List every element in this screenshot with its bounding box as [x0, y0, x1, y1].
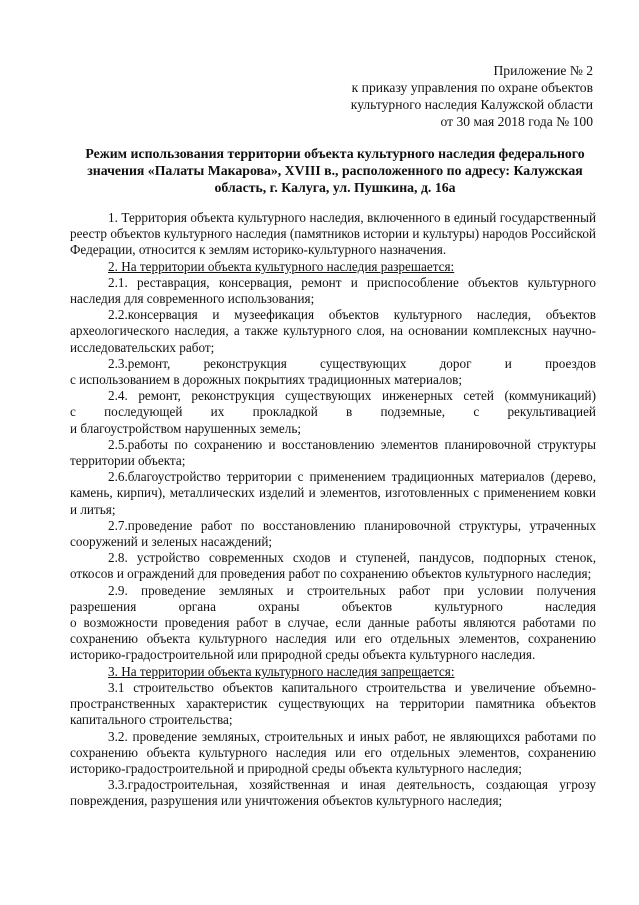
appendix-line-1: Приложение № 2 — [493, 63, 593, 78]
item-2-4-line-1: 2.4. ремонт, реконструкция существующих инженерных сетей (коммуникаций) — [108, 388, 596, 404]
appendix-line-2: к приказу управления по охране объектов — [351, 80, 593, 95]
item-2-3-line-2: с использованием в дорожных покрытиях традиционных материалов; — [70, 372, 463, 388]
item-2-9-line-1: 2.9. проведение земляных и строительных работ при условии получения — [108, 582, 596, 598]
item-2-6: 2.6.благоустройство территории с применением традиционных материалов (дерево, камень, кирпич), металлических изделий и элементов, изготовленных с применением ковки и литья; — [70, 469, 596, 517]
appendix-line-3: культурного наследия Калужской области — [350, 97, 593, 112]
item-2-5: 2.5.работы по сохранению и восстановлению элементов планировочной структуры территории объекта; — [70, 436, 596, 469]
appendix-header — [273, 62, 593, 130]
item-2-4-line-3: и благоустройством нарушенных земель; — [70, 420, 302, 436]
section-3-heading — [70, 664, 596, 680]
section-3-heading-text: 3. На территории объекта культурного наследия запрещается: — [108, 663, 455, 679]
appendix-line-4: от 30 мая 2018 года № 100 — [440, 114, 593, 129]
item-2-9-line-3: о возможности проведения работ в случае, если данные работы являются работами по сохранению объекта культурного наследия или его отдельных элементов, сохранению историко-градостроительной или природной среды объекта культурного наследия. — [70, 615, 596, 663]
title-line-3: область, г. Калуга, ул. Пушкина, д. 16а — [214, 180, 456, 196]
item-2-4-line-2: с последующей их прокладкой в подземные, с рекультивацией — [70, 404, 596, 420]
item-2-8: 2.8. устройство современных сходов и ступеней, пандусов, подпорных стенок, откосов и ограждений для проведения работ по сохранению объектов культурного наследия; — [70, 550, 596, 582]
item-3-1: 3.1 строительство объектов капитального строительства и увеличение объемно-пространственных характеристик существующих на территории памятника объектов капитального строительства; — [70, 679, 596, 728]
title-line-2: значения «Палаты Макарова», XVIII в., расположенного по адресу: Калужская — [87, 163, 583, 179]
item-2-7: 2.7.проведение работ по восстановлению планировочной структуры, утраченных сооружений и зеленых насаждений; — [70, 517, 596, 550]
item-2-3-line-1: 2.3.ремонт, реконструкция существующих дорог и проездов — [108, 355, 596, 371]
document-title — [70, 145, 600, 197]
paragraph-1: 1. Территория объекта культурного наследия, включенного в единый государственный реестр объектов культурного наследия (памятников истории и культуры) народов Российской Федерации, относится к землям историко-культурного назначения. — [70, 210, 596, 258]
section-2-heading-text: 2. На территории объекта культурного наследия разрешается: — [108, 258, 455, 274]
item-2-2: 2.2.консервация и музеефикация объектов культурного наследия, объектов археологического наследия, а также культурного слоя, на основании комплексных научно-исследовательских работ; — [70, 307, 596, 355]
section-2-heading — [70, 259, 596, 275]
document-body — [70, 210, 596, 810]
item-2-1: 2.1. реставрация, консервация, ремонт и приспособление объектов культурного наследия для современного использования; — [70, 274, 596, 307]
item-3-3: 3.3.градостроительная, хозяйственная и иная деятельность, создающая угрозу повреждения, разрушения или уничтожения объектов культурного наследия; — [70, 777, 596, 809]
title-line-1: Режим использования территории объекта культурного наследия федерального — [85, 146, 585, 161]
item-2-9-line-2: разрешения органа охраны объектов культурного наследия — [70, 598, 596, 614]
item-3-2: 3.2. проведение земляных, строительных и иных работ, не являющихся работами по сохранению объекта культурного наследия или его отдельных элементов, сохранению историко-градостроительной и природной среды объекта культурного наследия; — [70, 728, 596, 776]
